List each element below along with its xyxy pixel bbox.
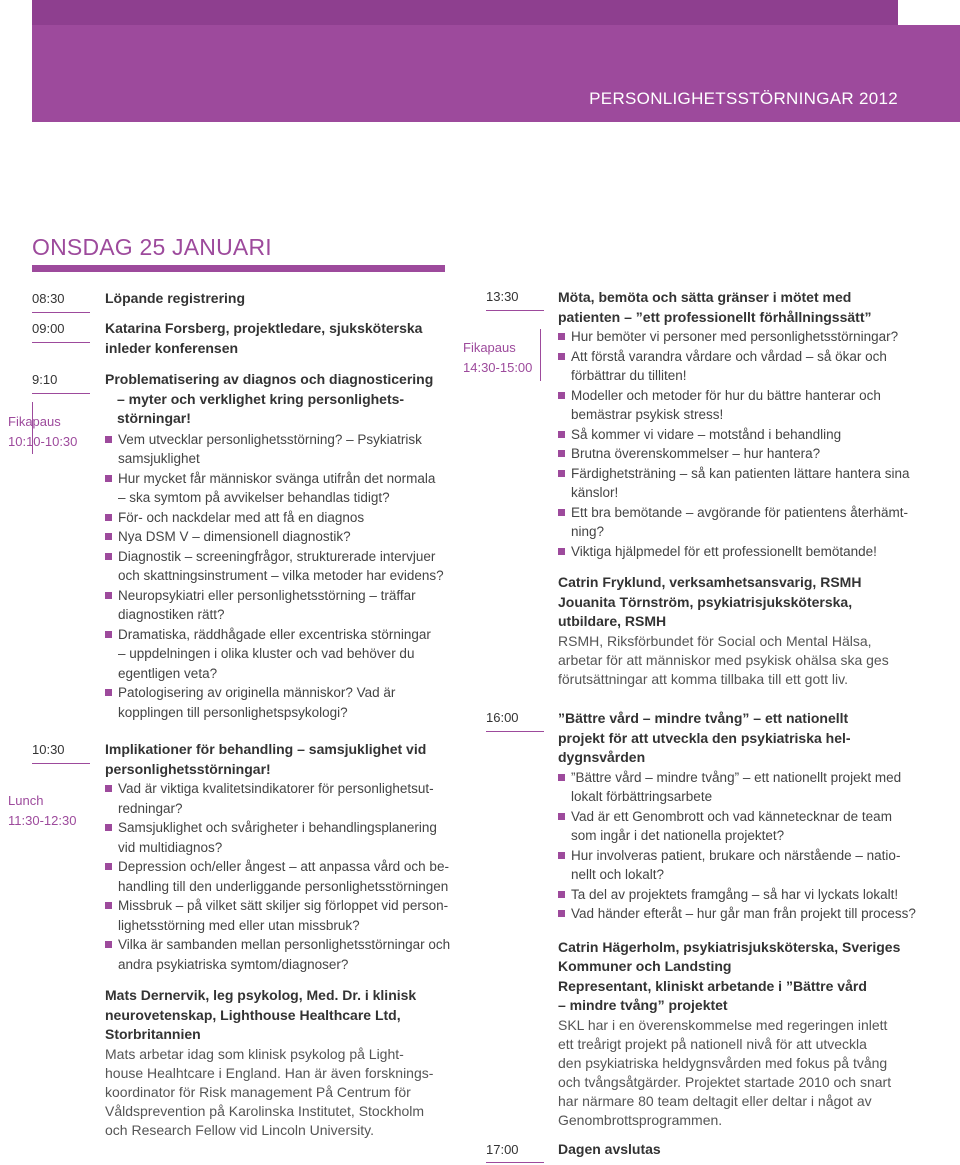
bullet-icon [558, 774, 565, 781]
speaker-bio: Mats arbetar idag som klinisk psykolog på Light- [105, 1045, 404, 1062]
bullet-icon [105, 689, 112, 696]
session-title: patienten – ”ett professionellt förhållningssätt” [558, 308, 872, 325]
session-title: dygnsvården [558, 749, 646, 765]
bullet-icon [105, 902, 112, 909]
bullet-icon [105, 592, 112, 599]
bullet-icon [558, 852, 565, 859]
speaker-name: – mindre tvång” projektet [558, 997, 728, 1013]
speaker-name: Mats Dernervik, leg psykolog, Med. Dr. i klinisk [105, 987, 417, 1003]
bullet-icon [105, 863, 112, 870]
speaker-name: Storbritannien [105, 1026, 201, 1042]
list-item: Dramatiska, räddhågade eller excentriska störningar – uppdelningen i olika kluster och vad behöver du egentligen veta? [105, 625, 450, 684]
time-rule [32, 763, 90, 764]
list-item: Ta del av projektets framgång – så har vi lyckats lokalt! [558, 885, 918, 905]
time-rule [32, 312, 90, 313]
time-rule [486, 310, 544, 311]
speaker-name: Jouanita Törnström, psykiatrisjuksköterska, [558, 593, 853, 610]
break-label: Lunch [8, 793, 44, 808]
speaker-bio: ett treårigt projekt på nationell nivå för att utveckla [558, 1035, 867, 1052]
day-rule [32, 265, 445, 272]
time-0910: 9:10 [32, 372, 58, 387]
session-title: projekt för att utveckla den psykiatriska hel- [558, 729, 851, 746]
time-1700: 17:00 [486, 1142, 519, 1157]
session-title: Löpande registrering [105, 290, 246, 306]
speaker-name: Catrin Fryklund, verksamhetsansvarig, RSMH [558, 574, 862, 590]
list-item: Nya DSM V – dimensionell diagnostik? [105, 527, 450, 547]
speaker-bio: SKL har i en överenskommelse med regeringen inlett [558, 1016, 888, 1033]
list-item: Brutna överenskommelser – hur hantera? [558, 444, 918, 464]
list-item: Vad är viktiga kvalitetsindikatorer för personlighetsut- redningar? [105, 779, 455, 818]
header-band [32, 25, 960, 122]
session-title: inleder konferensen [105, 339, 239, 356]
bullet-icon [105, 514, 112, 521]
list-item: ”Bättre vård – mindre tvång” – ett nationellt projekt med lokalt förbättringsarbete [558, 768, 918, 807]
list-item: Att förstå varandra vårdare och vårdad – så ökar och förbättrar du tilliten! [558, 347, 918, 386]
time-1600: 16:00 [486, 710, 519, 725]
bullet-icon [558, 333, 565, 340]
bullet-icon [558, 910, 565, 917]
list-item: Vilka är sambanden mellan personlighetsstörningar och andra psykiatriska symtom/diagnoser? [105, 935, 455, 974]
bullet-icon [558, 548, 565, 555]
break-label: Fikapaus [8, 414, 61, 429]
speaker-name: Catrin Hägerholm, psykiatrisjuksköterska, Sveriges [558, 938, 901, 955]
list-item: Vad händer efteråt – hur går man från projekt till process? [558, 904, 918, 924]
session-title: ”Bättre vård – mindre tvång” – ett nationellt [558, 710, 849, 726]
bullet-icon [105, 436, 112, 443]
list-item: Depression och/eller ångest – att anpassa vård och be- handling till den underliggande personlighetsstörningen [105, 857, 455, 896]
list-item: För- och nackdelar med att få en diagnos [105, 508, 450, 528]
session-title: personlighetsstörningar! [105, 760, 271, 777]
speaker-bio: har närmare 80 team deltagit eller deltar i något av [558, 1092, 872, 1109]
speaker-bio: och tvångsåtgärder. Projektet startade 2010 och snart [558, 1073, 892, 1090]
session-title: Möta, bemöta och sätta gränser i mötet med [558, 289, 852, 305]
list-item: Missbruk – på vilket sätt skiljer sig förloppet vid person- lighetsstörning med eller utan missbruk? [105, 896, 455, 935]
speaker-name: Kommuner och Landsting [558, 958, 732, 974]
speaker-bio: koordinator för Risk management På Centrum för [105, 1083, 411, 1100]
session-title: – myter och verklighet kring personlighets- [117, 390, 405, 407]
header-top-band [32, 0, 898, 25]
session-0830 [105, 289, 450, 309]
list-item: Neuropsykiatri eller personlighetsstörning – träffar diagnostiken rätt? [105, 586, 450, 625]
list-item: Diagnostik – screeningfrågor, strukturerade intervjuer och skattningsinstrument – vilka metoder har evidens? [105, 547, 450, 586]
bullet-icon [105, 785, 112, 792]
speaker-bio: och Research Fellow vid Lincoln University. [105, 1121, 374, 1138]
topic-list [105, 779, 455, 974]
break-lunch [8, 791, 76, 831]
list-item: Färdighetsträning – så kan patienten lättare hantera sina känslor! [558, 464, 918, 503]
time-rule [32, 393, 90, 394]
bullet-icon [558, 431, 565, 438]
list-item: Patologisering av originella människor? Vad är kopplingen till personlighetspsykologi? [105, 683, 450, 722]
break-time: 14:30-15:00 [463, 360, 533, 375]
bullet-icon [105, 941, 112, 948]
session-1330 [558, 288, 918, 689]
session-title: Implikationer för behandling – samsjuklighet vid [105, 741, 427, 757]
bullet-icon [105, 824, 112, 831]
bullet-icon [105, 533, 112, 540]
list-item: Ett bra bemötande – avgörande för patientens återhämt- ning? [558, 503, 918, 542]
break-marker [540, 329, 541, 381]
list-item: Hur mycket får människor svänga utifrån det normala – ska symtom på avvikelser behandlas tidigt? [105, 469, 450, 508]
time-rule [32, 342, 90, 343]
time-rule [486, 731, 544, 732]
speaker-bio: RSMH, Riksförbundet för Social och Mental Hälsa, [558, 632, 872, 649]
speaker-bio: arbetar för att människor med psykisk ohälsa ska ges [558, 651, 889, 668]
break-time: 11:30-12:30 [8, 813, 77, 828]
bullet-icon [558, 392, 565, 399]
topic-list [558, 327, 918, 561]
page-title: PERSONLIGHETSSTÖRNINGAR 2012 [589, 89, 898, 108]
session-title: Katarina Forsberg, projektledare, sjuksköterska [105, 320, 423, 336]
bullet-icon [105, 553, 112, 560]
speaker-name: neurovetenskap, Lighthouse Healthcare Ltd, [105, 1006, 401, 1023]
session-title: Problematisering av diagnos och diagnosticering [105, 371, 434, 387]
list-item: Hur bemöter vi personer med personlighetsstörningar? [558, 327, 918, 347]
bullet-icon [558, 450, 565, 457]
speaker-bio: Våldsprevention på Karolinska Institutet, Stockholm [105, 1102, 425, 1119]
speaker-bio: förutsättningar att komma tillbaka till ett gott liv. [558, 670, 848, 687]
session-1700 [558, 1140, 918, 1160]
speaker-bio: Genombrottsprogrammen. [558, 1111, 723, 1128]
session-1030 [105, 740, 455, 1140]
break-label: Fikapaus [463, 340, 516, 355]
list-item: Vem utvecklar personlighetsstörning? – Psykiatrisk samsjuklighet [105, 430, 450, 469]
topic-list [105, 430, 450, 723]
bullet-icon [105, 631, 112, 638]
session-0910 [105, 370, 450, 722]
list-item: Viktiga hjälpmedel för ett professionellt bemötande! [558, 542, 918, 562]
time-0900: 09:00 [32, 321, 65, 336]
time-1330: 13:30 [486, 289, 519, 304]
bullet-icon [558, 813, 565, 820]
session-0900 [105, 319, 450, 358]
session-1600 [558, 709, 918, 1130]
time-0830: 08:30 [32, 291, 65, 306]
day-title: ONSDAG 25 JANUARI [32, 234, 272, 260]
time-1030: 10:30 [32, 742, 65, 757]
session-title: störningar! [117, 410, 191, 426]
topic-list [558, 768, 918, 924]
speaker-name: Representant, kliniskt arbetande i ”Bättre vård [558, 977, 867, 994]
speaker-bio: den psykiatriska heldygnsvården med fokus på tvång [558, 1054, 888, 1071]
time-rule [486, 1162, 544, 1163]
list-item: Så kommer vi vidare – motstånd i behandling [558, 425, 918, 445]
bullet-icon [105, 475, 112, 482]
bullet-icon [558, 470, 565, 477]
speaker-bio: house Healhtcare i England. Han är även forsknings- [105, 1064, 434, 1081]
bullet-icon [558, 353, 565, 360]
break-fikapaus-1 [8, 412, 77, 452]
speaker-name: utbildare, RSMH [558, 613, 667, 629]
session-title: Dagen avslutas [558, 1141, 661, 1157]
list-item: Modeller och metoder för hur du bättre hanterar och bemästrar psykisk stress! [558, 386, 918, 425]
list-item: Vad är ett Genombrott och vad kännetecknar de team som ingår i det nationella projektet? [558, 807, 918, 846]
list-item: Hur involveras patient, brukare och närstående – natio- nellt och lokalt? [558, 846, 918, 885]
break-time: 10:10-10:30 [8, 434, 78, 449]
bullet-icon [558, 891, 565, 898]
break-fikapaus-2 [463, 338, 532, 378]
bullet-icon [558, 509, 565, 516]
list-item: Samsjuklighet och svårigheter i behandlingsplanering vid multidiagnos? [105, 818, 455, 857]
